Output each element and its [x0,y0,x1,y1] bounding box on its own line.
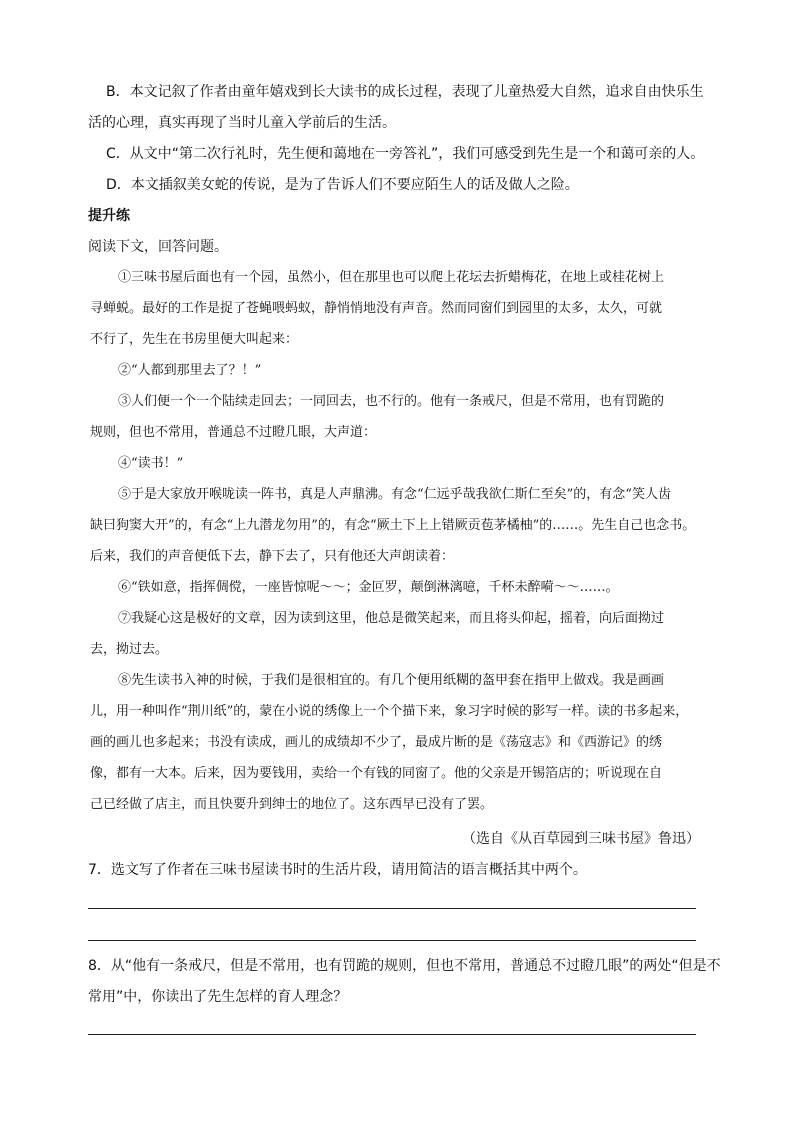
question-7: 7．选文写了作者在三味书屋读书时的生活片段，请用简洁的语言概括其中两个。 [88,862,587,878]
passage-source: （选自《从百草园到三味书屋》鲁迅） [462,831,700,847]
option-c-line-1: C．从文中“第二次行礼时，先生便和蔼地在一旁答礼”，我们可感受到先生是一个和蔼可亲的人。 [106,146,705,162]
section-title: 提升练 [88,208,130,224]
answer-line-q7-1 [88,908,696,909]
passage-p8-line-2: 儿，用一种叫作“荆川纸”的，蒙在小说的绣像上一个个描下来，象习字时候的影写一样。读的书多起来， [90,704,689,719]
question-8-line-1: 8．从“他有一条戒尺，但是不常用，也有罚跪的规则，但也不常用，普通总不过瞪几眼”的两处“但是不 [88,958,721,974]
passage-p1-line-1: ①三味书屋后面也有一个园，虽然小，但在那里也可以爬上花坛去折蜡梅花，在地上或桂花树上 [118,270,665,285]
question-8-line-2: 常用”中，你读出了先生怎样的育人理念？ [88,989,348,1005]
passage-p7-line-2: 去，拗过去。 [90,642,169,657]
passage-p7-line-1: ⑦我疑心这是极好的文章，因为读到这里，他总是微笑起来，而且将头仰起，摇着，向后面拗过 [118,611,665,626]
section-instruction: 阅读下文，回答问题。 [88,239,228,255]
passage-p8-line-5: 己已经做了店主，而且快要升到绅士的地位了。这东西早已没有了罢。 [90,797,494,812]
passage-p8-line-4: 像，都有一大本。后来，因为要钱用，卖给一个有钱的同窗了。他的父亲是开锡箔店的；听说现在自 [90,766,663,781]
passage-p6-line-1: ⑥“铁如意，指挥倜傥，一座皆惊呢～～；金叵罗，颠倒淋漓噫，千杯未醉嗬～～……。 [118,580,619,595]
passage-p1-line-3: 不行了，先生在书房里便大叫起来： [90,332,299,347]
passage-p2-line-1: ②“人都到那里去了？！” [118,363,262,378]
option-d-line-1: D．本文插叙美女蛇的传说，是为了告诉人们不要应陌生人的话及做人之险。 [106,177,579,193]
passage-p8-line-3: 画的画儿也多起来；书没有读成，画儿的成绩却不少了，最成片断的是《荡寇志》和《西游记》的绣 [90,735,663,750]
passage-p3-line-2: 规则，但也不常用，普通总不过瞪几眼，大声道： [90,425,377,440]
option-b-line-2: 活的心理，真实再现了当时儿童入学前后的生活。 [88,115,396,131]
answer-line-q7-2 [88,940,696,941]
passage-p8-line-1: ⑧先生读书入神的时候，于我们是很相宜的。有几个便用纸糊的盔甲套在指甲上做戏。我是画画 [118,673,665,688]
passage-p5-line-3: 后来，我们的声音便低下去，静下去了，只有他还大声朗读着： [90,549,455,564]
passage-p1-line-2: 寻蝉蜕。最好的工作是捉了苍蝇喂蚂蚁，静悄悄地没有声音。然而同窗们到园里的太多，太久，可就 [90,301,663,316]
answer-line-q8-1 [88,1034,696,1035]
passage-p4-line-1: ④“读书！” [118,456,184,471]
option-b-line-1: B．本文记叙了作者由童年嬉戏到长大读书的成长过程，表现了儿童热爱大自然，追求自由快乐生 [106,84,704,100]
passage-p3-line-1: ③人们便一个一个陆续走回去；一同回去，也不行的。他有一条戒尺，但是不常用，也有罚跪的 [118,394,665,409]
passage-p5-line-2: 缺曰狗窦大开”的，有念“上九潜龙勿用”的，有念“厥土下上上错厥贡苞茅橘柚”的……。先生自己也念书。 [90,518,696,533]
passage-p5-line-1: ⑤于是大家放开喉咙读一阵书，真是人声鼎沸。有念“仁远乎哉我欲仁斯仁至矣”的，有念“笑人齿 [118,487,671,502]
